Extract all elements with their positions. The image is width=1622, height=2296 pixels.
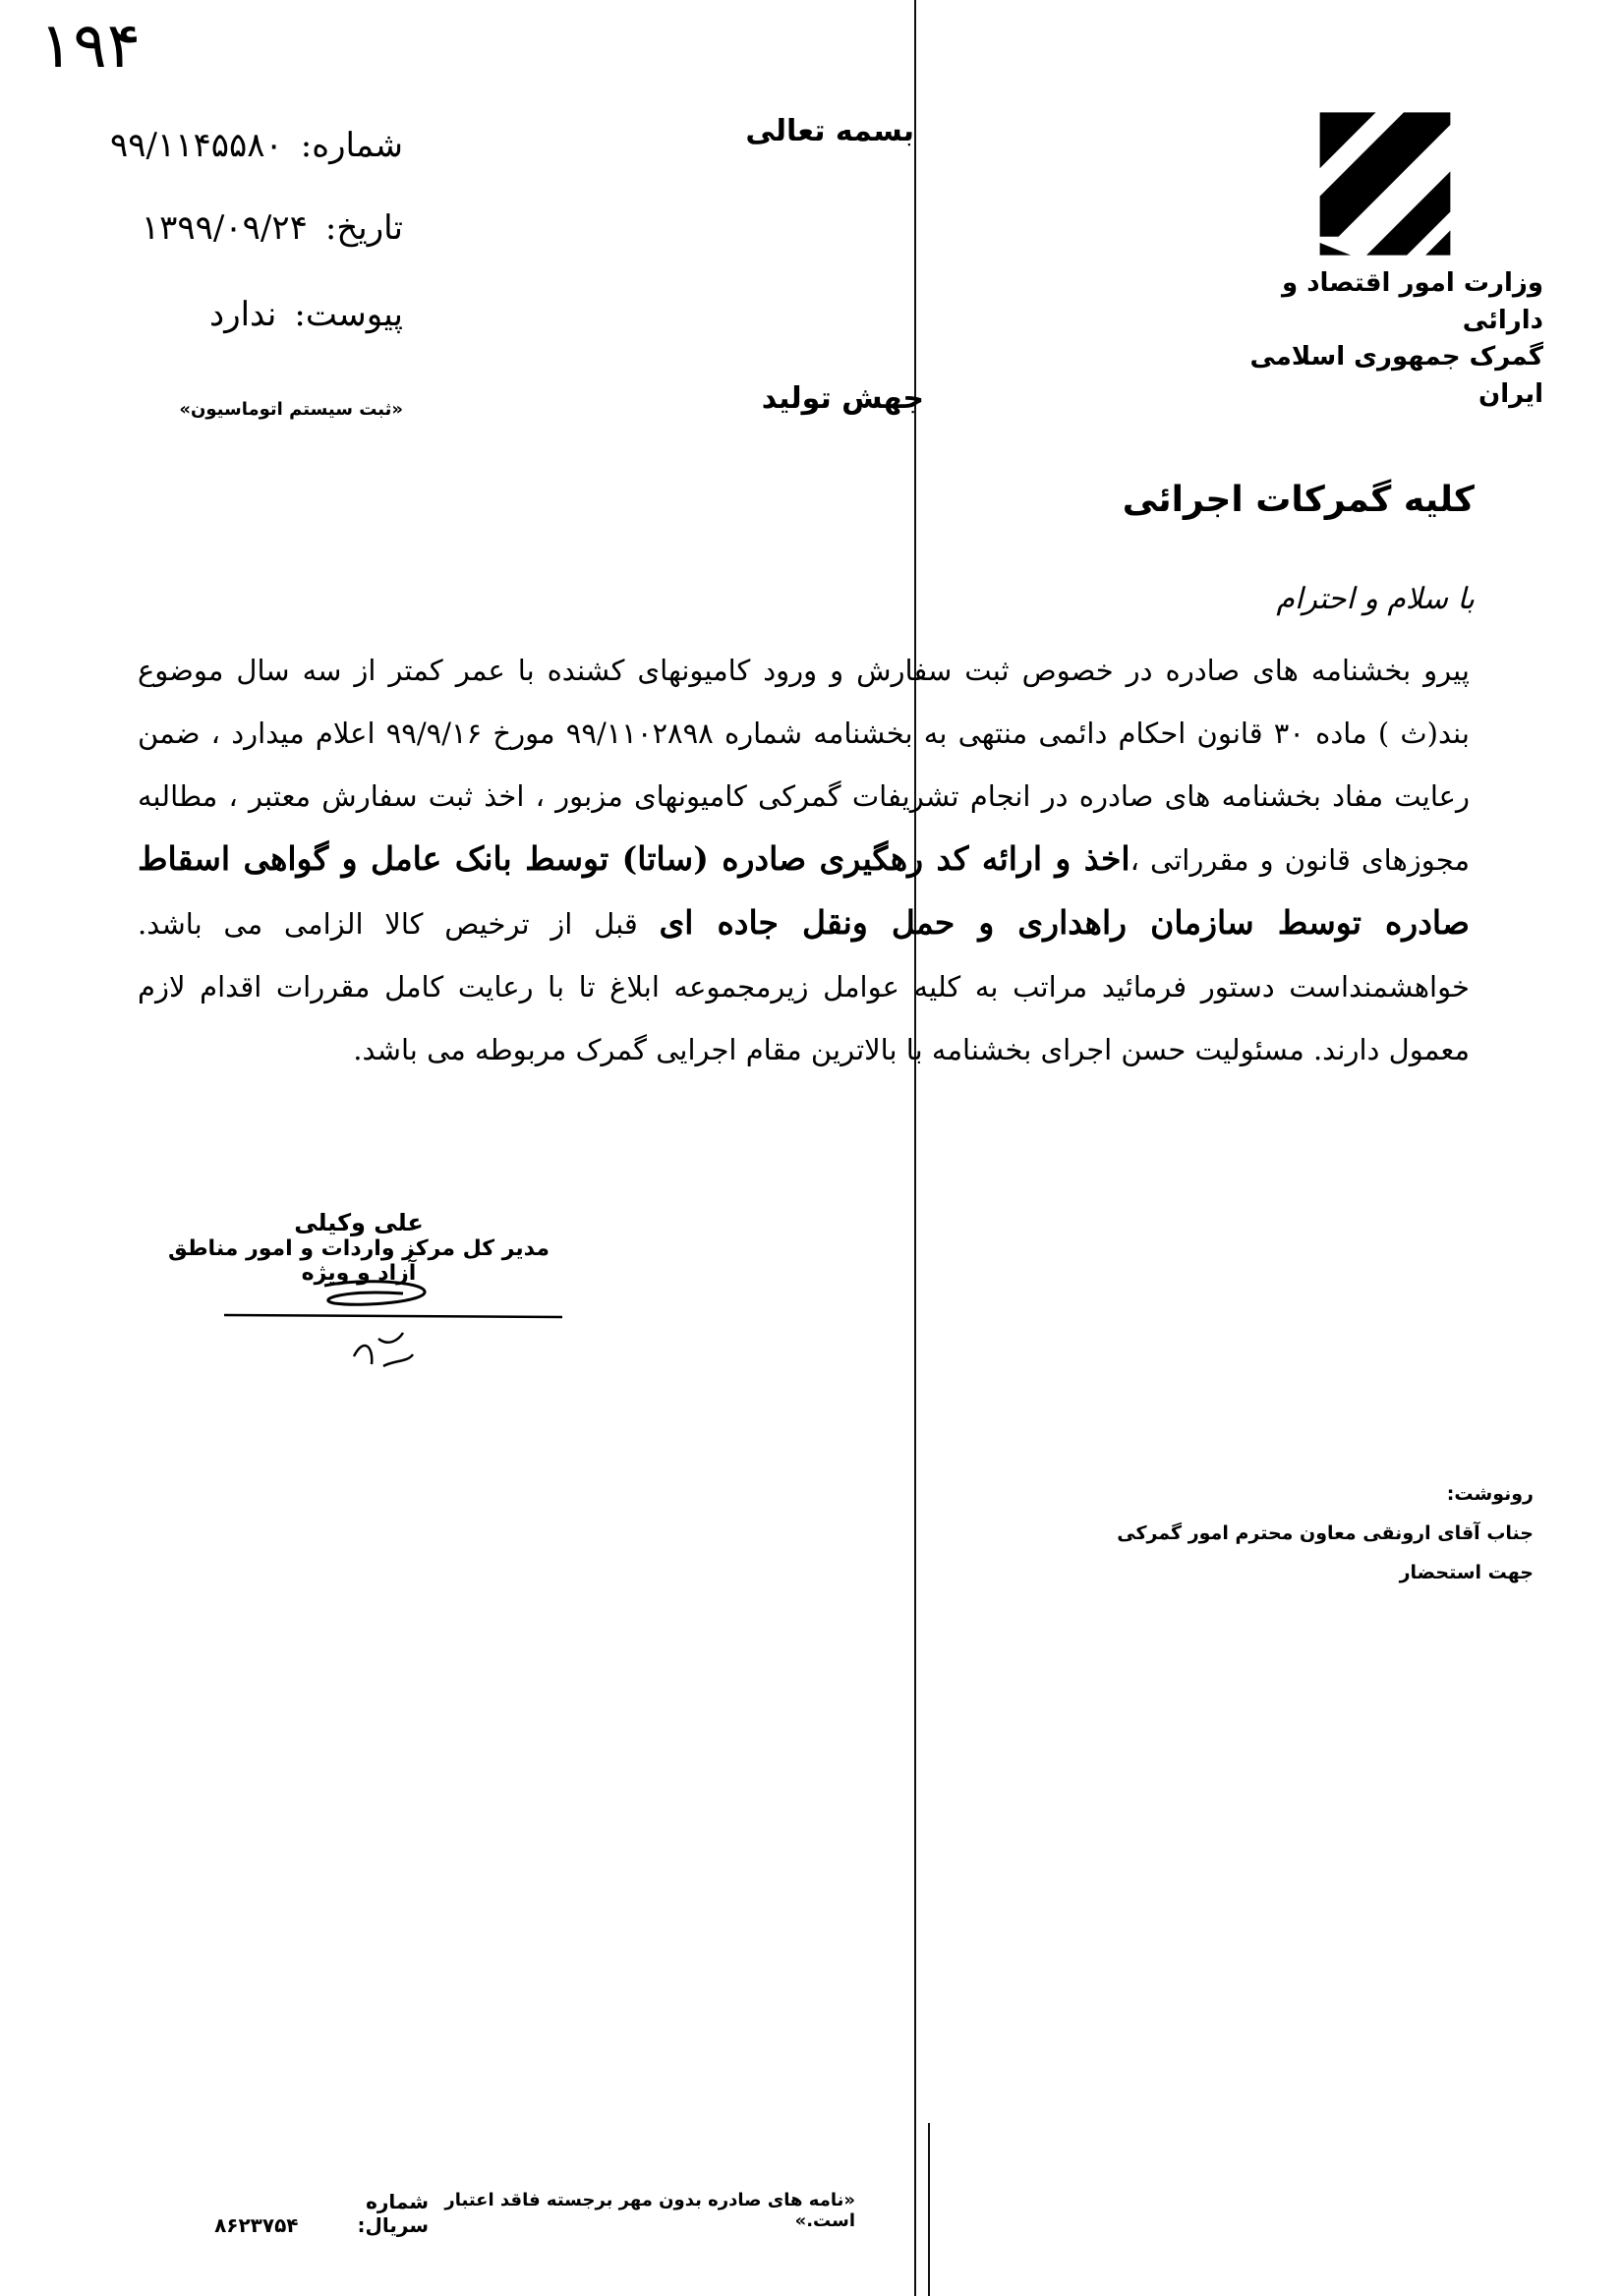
footer-validity-note: «نامه های صادره بدون مهر برجسته فاقد اعتبار است.» bbox=[444, 2190, 855, 2231]
serial-value: ۸۶۲۳۷۵۴ bbox=[214, 2213, 299, 2237]
body-text-1: پیرو بخشنامه های صادره در خصوص ثبت سفارش و ورود کامیونهای کشنده با عمر کمتر از سه سال موضوع بند(ث ) ماده ۳۰ قانون احکام دائمی منتهی به بخشنامه شماره ۹۹/۱۱۰۲۸۹۸ مورخ ۹۹/۹/۱۶ اعلام میدارد ، ضمن رعایت مفاد بخشنامه های صادره در انجام تشریفات گمرکی کامیونهای مزبور ، اخذ ثبت سفارش معتبر ، مطالبه مجوزهای قانون و مقرراتی ، bbox=[138, 654, 1470, 877]
customs-logo-icon bbox=[1307, 106, 1463, 261]
scan-fold-line bbox=[914, 0, 916, 2296]
letter-attachment-value: ندارد bbox=[209, 295, 277, 334]
ministry-block bbox=[1199, 265, 1543, 414]
registration-note: «ثبت سیستم اتوماسیون» bbox=[179, 399, 403, 420]
organization-name: گمرک جمهوری اسلامی ایران bbox=[1249, 342, 1543, 410]
letter-number bbox=[109, 126, 403, 165]
letter-body bbox=[138, 639, 1470, 1081]
letter-attachment bbox=[118, 295, 403, 334]
signer-title: مدیر کل مرکز واردات و امور مناطق آزاد و ویژه bbox=[168, 1236, 550, 1286]
body-bold-text: اخذ و ارائه کد رهگیری صادره (ساتا) توسط بانک عامل و گواهی اسقاط صادره توسط سازمان راهداری و حمل ونقل جاده ای bbox=[138, 839, 1470, 942]
letter-attachment-label: پیوست: bbox=[294, 295, 403, 334]
letter-number-value: ۹۹/۱۱۴۵۵۸۰ bbox=[109, 126, 283, 165]
salutation: با سلام و احترام bbox=[1276, 582, 1475, 616]
handwritten-signature-icon bbox=[216, 1278, 570, 1376]
recipient: کلیه گمرکات اجرائی bbox=[1122, 480, 1475, 520]
cc-line: جناب آقای ارونقی معاون محترم امور گمرکی جهت استحضار bbox=[1117, 1522, 1534, 1583]
cc-block bbox=[1081, 1474, 1534, 1592]
letter-subject: جهش تولید bbox=[761, 381, 924, 416]
letter-number-label: شماره: bbox=[300, 126, 403, 165]
signature-block bbox=[157, 1209, 560, 1286]
bismillah: بسمه تعالی bbox=[745, 114, 914, 148]
signer-name: علی وکیلی bbox=[294, 1209, 424, 1236]
footer-serial bbox=[193, 2190, 429, 2237]
body-text-2: قبل از ترخیص کالا الزامی می باشد. خواهشمنداست دستور فرمائید مراتب به کلیه عوامل زیرمجموعه ابلاغ تا با رعایت کامل مقررات اقدام لازم معمول دارند. مسئولیت حسن اجرای بخشنامه با بالاترین مقام اجرایی گمرک مربوطه می باشد. bbox=[138, 907, 1470, 1066]
letter-date-value: ۱۳۹۹/۰۹/۲۴ bbox=[141, 208, 308, 248]
scan-fold-line-lower bbox=[928, 2123, 930, 2296]
serial-label: شماره سریال: bbox=[357, 2190, 429, 2237]
letter-date-label: تاریخ: bbox=[324, 208, 403, 248]
ministry-name: وزارت امور اقتصاد و دارائی bbox=[1281, 268, 1543, 335]
cc-label: رونوشت: bbox=[1446, 1483, 1534, 1505]
letter-date bbox=[118, 208, 403, 248]
handwritten-page-number: ۱۹۴ bbox=[39, 10, 142, 83]
